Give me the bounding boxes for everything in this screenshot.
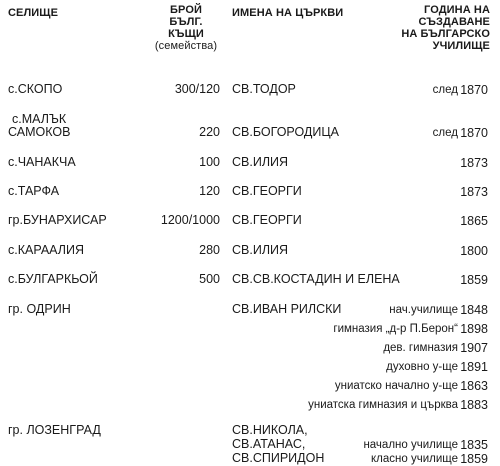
header-settlement: СЕЛИЩЕ (8, 7, 59, 19)
school-note: дев. гимназия (383, 342, 458, 354)
houses-cell: 280 (199, 243, 220, 257)
school-year: 1907 (460, 341, 488, 355)
church-cell: СВ.БОГОРОДИЦА (232, 125, 339, 139)
school-year: 1800 (460, 244, 488, 258)
school-year: 1848 (460, 303, 488, 317)
header-churches: ИМЕНА НА ЦЪРКВИ (232, 7, 344, 19)
school-year: 1870 (460, 83, 488, 97)
church-cell: СВ.ГЕОРГИ (232, 213, 302, 227)
houses-cell: 1200/1000 (160, 213, 220, 227)
school-year: 1863 (460, 379, 488, 393)
settlement-cell: гр.БУНАРХИСАР (8, 213, 107, 227)
settlement-cell: гр. ЛОЗЕНГРАД (8, 423, 101, 437)
school-year: 1898 (460, 322, 488, 336)
school-note: гимназия „д-р П.Берон“ (333, 323, 458, 335)
church-cell: СВ.ИЛИЯ (232, 155, 289, 169)
school-year: 1859 (460, 273, 488, 287)
houses-cell: 120 (199, 184, 220, 198)
settlement-cell: с.МАЛЪК (12, 112, 67, 126)
church-cell: СВ.ГЕОРГИ (232, 184, 302, 198)
header-houses-line3: КЪЩИ (168, 28, 204, 40)
church-cell: СВ.ТОДОР (232, 82, 296, 96)
header-school-line2: СЪЗДАВАНЕ (418, 16, 490, 28)
school-note: след (432, 84, 458, 96)
school-year: 1835 (460, 438, 488, 452)
header-houses-line4: (семейства) (154, 40, 218, 52)
church-cell: СВ.ИЛИЯ (232, 243, 289, 257)
header-houses-line1: БРОЙ (170, 4, 202, 16)
settlement-cell: с.БУЛГАРКЬОЙ (8, 272, 98, 286)
header-school-line1: ГОДИНА НА (424, 4, 490, 16)
school-year: 1865 (460, 214, 488, 228)
settlement-cell: с.ТАРФА (8, 184, 60, 198)
church-cell: СВ.АТАНАС, (232, 437, 306, 451)
houses-cell: 220 (199, 125, 220, 139)
school-note: класно училище (371, 453, 458, 465)
settlement-cell: с.СКОПО (8, 82, 63, 96)
school-note: униатска гимназия и църква (308, 399, 458, 411)
settlement-cell: с.КАРААЛИЯ (8, 243, 85, 257)
school-year: 1870 (460, 126, 488, 140)
houses-cell: 300/120 (174, 82, 220, 96)
school-year: 1883 (460, 398, 488, 412)
school-year: 1873 (460, 156, 488, 170)
settlement-cell: САМОКОВ (8, 125, 71, 139)
header-houses-line2: БЪЛГ. (169, 16, 203, 28)
school-note: след (432, 127, 458, 139)
settlement-cell: с.ЧАНАКЧА (8, 155, 76, 169)
header-school-line4: УЧИЛИЩЕ (432, 40, 490, 52)
school-year: 1891 (460, 360, 488, 374)
church-cell: СВ.СВ.КОСТАДИН И ЕЛЕНА (232, 272, 400, 286)
school-note: духовно у-ще (386, 361, 458, 373)
houses-cell: 100 (199, 155, 220, 169)
church-cell: СВ.ИВАН РИЛСКИ (232, 302, 342, 316)
school-note: нач.училище (389, 304, 458, 316)
header-school-line3: НА БЪЛГАРСКО (401, 28, 490, 40)
houses-cell: 500 (199, 272, 220, 286)
school-year: 1873 (460, 185, 488, 199)
settlement-cell: гр. ОДРИН (8, 302, 71, 316)
school-note: униатско начално у-ще (334, 380, 458, 392)
school-year: 1859 (460, 452, 488, 466)
church-cell: СВ.НИКОЛА, (232, 423, 308, 437)
church-cell: СВ.СПИРИДОН (232, 451, 325, 465)
school-note: начално училище (363, 439, 458, 451)
